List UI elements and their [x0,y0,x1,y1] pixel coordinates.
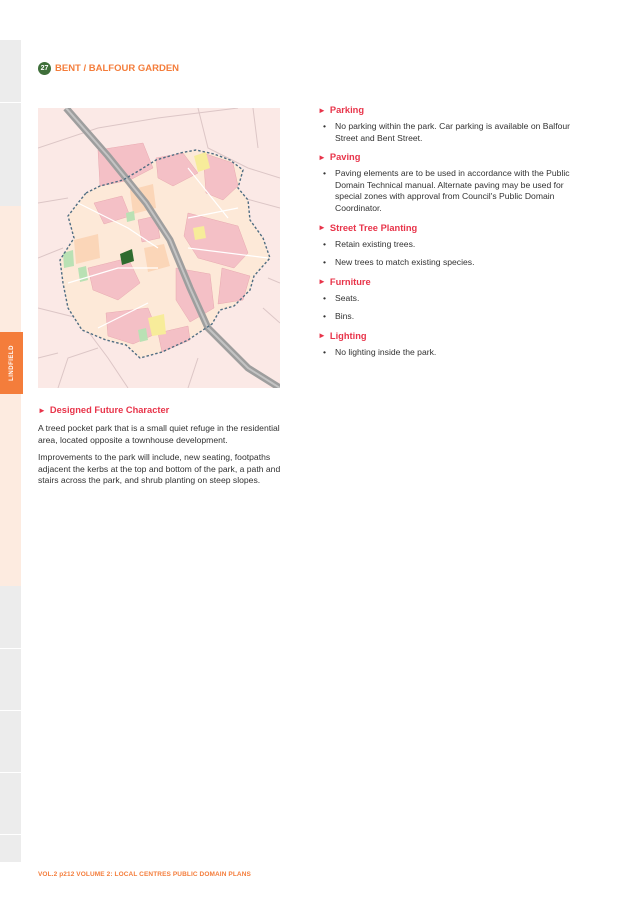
list-item-text: No lighting inside the park. [335,346,437,357]
list-item-text: Paving elements are to be used in accordance with the Public Domain Technical manual. Alternate paving may be used for special zones with approval from Council's Public Domain Coordinator. [335,168,570,213]
bullet-icon: • [323,346,327,357]
side-nav-segment[interactable] [0,710,21,773]
list-item [318,293,580,305]
paving-heading [318,152,580,162]
side-nav-segment[interactable] [0,586,21,649]
future-character-heading [38,405,300,415]
site-map [38,108,280,388]
street-tree-planting-section [318,223,580,269]
list-item-text: No parking within the park. Car parking is available on Balfour Street and Bent Street. [335,121,571,143]
list-item-text: New trees to match existing species. [335,257,475,268]
character-paragraph: Improvements to the park will include, new seating, footpaths adjacent the kerbs at the top and bottom of the park, a path and stairs across the park, and shrub planting on steep slopes. [38,452,281,486]
arrow-right-icon: ► [318,331,326,341]
arrow-right-icon: ► [318,105,326,115]
side-nav-segment[interactable] [0,648,21,711]
list-item [318,311,580,323]
lighting-section [318,331,580,359]
lighting-list [318,347,580,359]
furniture-list [318,293,580,323]
list-item-text: Bins. [335,311,355,322]
list-item-text: Retain existing trees. [335,238,416,249]
bullet-icon: • [323,121,327,131]
section-number-badge: 27 [38,62,51,75]
character-paragraph: A treed pocket park that is a small quiet refuge in the residential area, located opposite a townhouse development. [38,423,280,445]
bullet-icon: • [323,311,327,322]
bullet-icon: • [323,168,327,179]
arrow-right-icon: ► [318,223,326,233]
page-title: BENT / BALFOUR GARDEN [55,63,180,74]
arrow-right-icon: ► [38,405,46,415]
lighting-heading [318,331,580,341]
list-item [318,257,580,269]
paving-section [318,152,580,214]
side-navigation [0,40,21,862]
future-character-section [38,405,300,487]
list-item-text: Seats. [335,292,360,303]
parking-heading-label: Parking [329,105,365,115]
list-item [318,121,580,144]
street-tree-planting-list [318,239,580,269]
future-character-heading-label: Designed Future Character [49,405,170,415]
furniture-heading [318,277,580,287]
list-item [318,168,580,214]
furniture-heading-label: Furniture [329,276,371,287]
parking-heading [318,105,580,115]
arrow-right-icon: ► [318,277,326,287]
bullet-icon: • [323,292,327,303]
bullet-icon: • [323,238,327,249]
arrow-right-icon: ► [318,152,326,162]
lighting-heading-label: Lighting [329,330,367,341]
side-tab-label: LINDFIELD [8,345,15,381]
street-tree-planting-heading-label: Street Tree Planting [329,222,418,233]
list-item [318,239,580,251]
bullet-icon: • [323,257,327,268]
site-map-graphic [38,108,280,388]
guidelines-column [318,105,580,367]
side-nav-segment[interactable] [0,772,21,835]
page-header [38,62,179,75]
list-item [318,347,580,359]
furniture-section [318,277,580,323]
paving-heading-label: Paving [329,152,361,163]
side-nav-segment[interactable] [0,40,21,103]
page-footer: VOL.2 p212 VOLUME 2: LOCAL CENTRES PUBLIC DOMAIN PLANS [38,871,251,878]
parking-section [318,105,580,144]
side-nav-section-highlight [0,206,21,586]
parking-list [318,121,580,144]
side-tab-lindfield[interactable] [0,332,23,394]
paving-list [318,168,580,214]
street-tree-planting-heading [318,223,580,233]
